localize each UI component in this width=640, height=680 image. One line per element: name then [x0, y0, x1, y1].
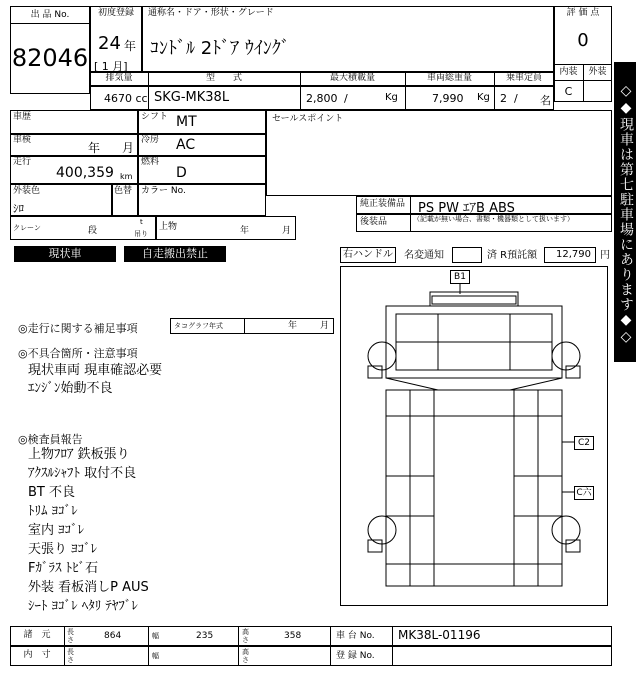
aftermarket-label: 後装品: [360, 217, 388, 227]
equipment-value: PS PW ｴｱB ABS: [418, 201, 515, 216]
no-self-drive-badge: 自走搬出禁止: [124, 246, 226, 262]
total-weight-label: 車両総重量: [426, 73, 472, 83]
defects-label: ◎不具合箇所・注意事項: [18, 347, 138, 360]
first-reg-month-value: 1: [101, 60, 109, 73]
body-outline: [386, 390, 562, 586]
first-reg-year-unit: 年: [124, 39, 137, 53]
right-hand-badge: 右ハンドル: [340, 247, 396, 263]
tacho-label: タコグラフ年式: [174, 322, 223, 330]
cab-window-top: [432, 296, 516, 304]
dims-row: [10, 626, 612, 646]
footer-div-3: [238, 626, 239, 666]
max-load-slash: /: [344, 92, 348, 105]
lot-number: 82046: [11, 44, 89, 72]
name-change-label: 名変通知: [404, 250, 444, 261]
length-value: 864: [104, 631, 122, 641]
crane-ton-top: t: [140, 218, 143, 226]
inspection-month-unit: 月: [122, 141, 135, 155]
model-desc: ｺﾝﾄﾞﾙ 2ﾄﾞｱ ｳｲﾝｸﾞ: [150, 38, 290, 59]
inspection-label: 車検: [13, 135, 32, 145]
crane-stage-unit: 段: [88, 226, 98, 236]
mark-b1: B1: [450, 270, 470, 284]
inner-width-label: 幅: [152, 652, 159, 660]
color-change-label: 色替: [114, 186, 133, 196]
fuel-value: D: [176, 165, 187, 181]
fuel-label: 燃料: [141, 157, 160, 167]
body-floor: [434, 390, 514, 586]
inspector-line-2: ｱｸｽﾙｼｬﾌﾄ 取付不良: [28, 466, 137, 481]
inner-label: 内 寸: [23, 650, 51, 660]
inner-height-label: 高さ: [242, 648, 249, 664]
displacement-label: 排気量: [105, 73, 133, 83]
int-ext-hline: [554, 80, 612, 81]
driving-notes-label: ◎走行に関する補足事項: [18, 322, 138, 335]
equipment-label: 純正装備品: [360, 199, 406, 209]
tacho-year-unit: 年: [288, 321, 298, 331]
defect-line-1: 現状車両 現車確認必要: [28, 363, 163, 378]
mileage-label: 走行: [13, 157, 32, 167]
capacity-unit: 名: [540, 94, 551, 107]
inner-length-label: 長さ: [67, 648, 74, 664]
chassis-label: 車 台 No.: [336, 631, 375, 641]
total-weight-unit: Kg: [477, 92, 490, 103]
width-label: 幅: [152, 632, 159, 640]
inspector-line-3: BT 不良: [28, 485, 75, 500]
displacement-unit: cc: [135, 92, 148, 105]
mileage-value: 400,359: [56, 165, 114, 181]
chassis-value: MK38L-01196: [398, 628, 481, 642]
inspection-year-unit: 年: [88, 141, 101, 155]
inner-row: [10, 646, 612, 666]
inspector-line-4: ﾄﾘﾑ ﾖｺﾞﾚ: [28, 504, 78, 519]
recycle-unit: 円: [600, 250, 610, 261]
inspector-line-5: 室内 ﾖｺﾞﾚ: [28, 523, 85, 538]
history-label: 車歴: [13, 112, 32, 122]
parking-notice: ◇◆現車は第七駐車場にあります◆◇: [614, 62, 636, 362]
displacement-value: [104, 92, 148, 105]
footer-div-5: [392, 626, 393, 666]
recycle-amount: 12,790: [544, 247, 596, 263]
width-value: 235: [196, 631, 214, 641]
color-code-label: カラー No.: [141, 186, 186, 196]
inspector-line-6: 天張り ﾖｺﾞﾚ: [28, 542, 98, 557]
color-value: ｼﾛ: [13, 202, 24, 215]
first-reg-label: 初度登録: [97, 8, 134, 18]
tacho-div: [244, 318, 245, 334]
crane-ton-unit: 吊り: [134, 230, 148, 238]
footer-div-2: [148, 626, 149, 666]
upper-label: 上物: [159, 222, 178, 232]
inspector-line-8: 外装 看板消しP AUS: [28, 580, 149, 595]
shift-value: MT: [176, 114, 197, 130]
capacity-value: 2: [500, 92, 507, 105]
max-load-label: 最大積載量: [329, 73, 375, 83]
height-label: 高さ: [242, 628, 249, 644]
footer-div-1: [64, 626, 65, 666]
current-condition-badge: 現状車: [14, 246, 116, 262]
capacity-slash: /: [514, 92, 518, 105]
defect-line-2: ｴﾝｼﾞﾝ始動不良: [28, 381, 113, 396]
mileage-unit: km: [120, 172, 133, 181]
grade-label: 評 価 点: [566, 8, 600, 18]
cab-line-4: [386, 378, 438, 390]
total-weight-value: 7,990: [432, 92, 464, 105]
inspector-line-9: ｼｰﾄ ﾖｺﾞﾚ ﾍﾀﾘ ﾃﾔﾌﾞﾚ: [28, 599, 138, 614]
mark-c2: C2: [574, 436, 594, 450]
upper-year-unit: 年: [240, 226, 250, 236]
upper-month-unit: 月: [282, 226, 292, 236]
tacho-month-unit: 月: [320, 321, 330, 331]
inspector-label: ◎検査員報告: [18, 433, 83, 446]
first-reg-month-unit: 月: [112, 60, 124, 73]
mark-c6: C六: [574, 486, 594, 500]
color-label: 外装色: [13, 186, 41, 196]
shift-label: シフト: [141, 112, 169, 122]
inspector-line-1: 上物ﾌﾛｱ 鉄板張り: [28, 447, 130, 462]
capacity-label: 乗車定員: [505, 73, 542, 83]
type-value: SKG-MK38L: [154, 90, 230, 105]
max-load-value: 2,800: [306, 92, 338, 105]
recycle-label: 済 R預託額: [487, 250, 538, 261]
reg-label: 登 録 No.: [336, 651, 375, 661]
max-load-unit: Kg: [385, 92, 398, 103]
dims-label: 諸 元: [23, 630, 51, 640]
inspector-line-7: Fｶﾞﾗｽ ﾄﾋﾞ石: [28, 561, 99, 576]
length-label: 長さ: [67, 628, 74, 644]
type-label: 型 式: [205, 73, 242, 83]
exterior-label: 外装: [588, 67, 607, 77]
first-reg-year: 24: [98, 33, 121, 54]
grade-value: 0: [577, 30, 589, 51]
crane-label: クレーン: [13, 224, 41, 232]
height-value: 358: [284, 631, 302, 641]
truck-diagram: [340, 266, 608, 606]
ac-label: 冷房: [141, 135, 160, 145]
lot-label: 出 品 No.: [10, 6, 90, 24]
footer-div-4: [330, 626, 331, 666]
displacement-number: 4670: [104, 92, 132, 105]
interior-label: 内装: [559, 67, 578, 77]
first-reg-month: [ 1 月]: [94, 60, 128, 73]
sales-point-label: セールスポイント: [272, 114, 344, 124]
interior-grade: C: [564, 85, 573, 98]
name-change-box: [452, 247, 482, 263]
ac-value: AC: [176, 137, 196, 153]
cab-line-5: [510, 378, 562, 390]
aftermarket-note: （記載が無い場合、書類・機器類として扱います）: [413, 215, 574, 223]
model-desc-label: 通称名・ドア・形状・グレード: [148, 8, 274, 18]
